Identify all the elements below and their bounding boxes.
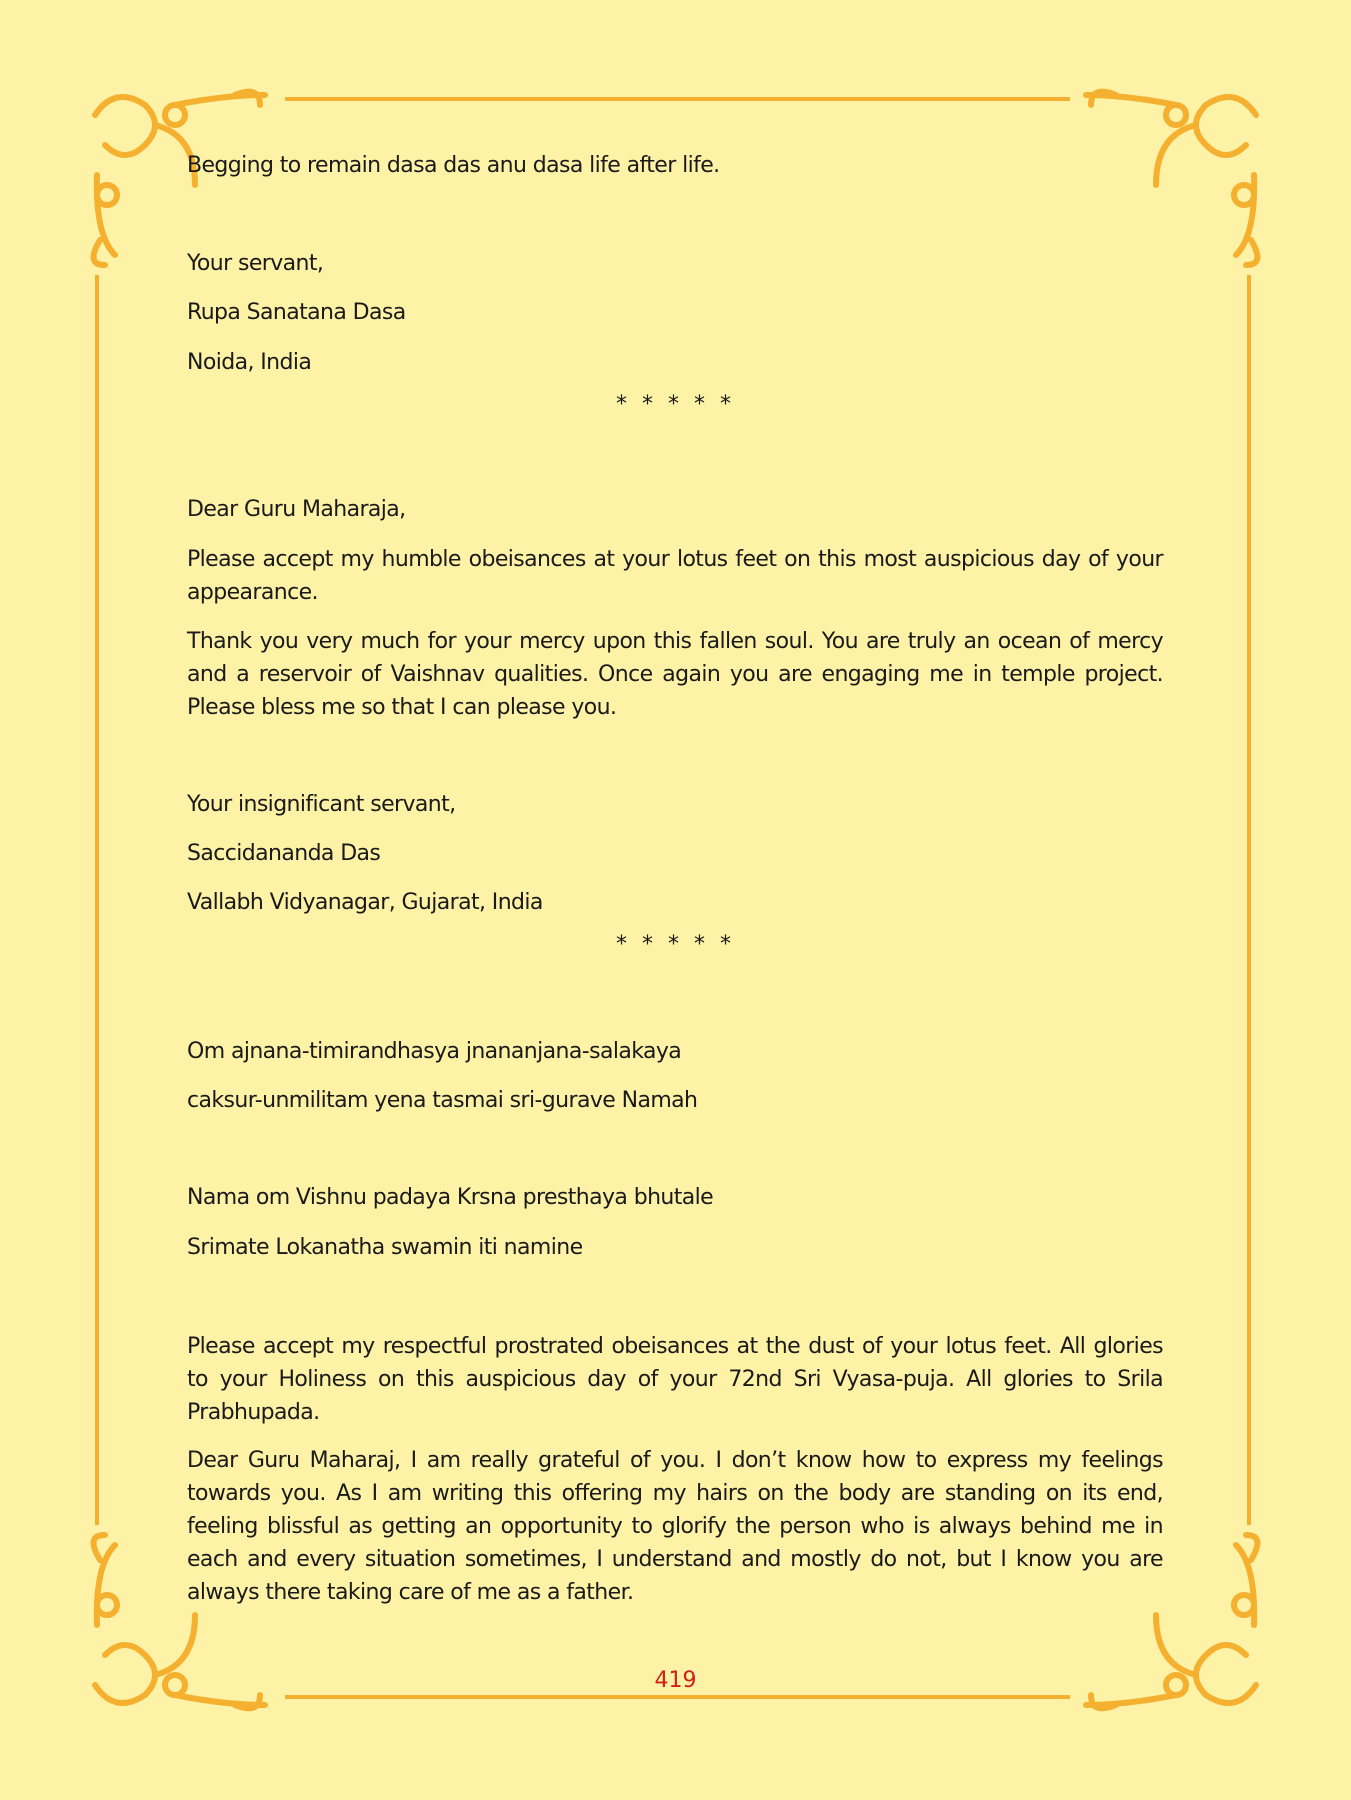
- author-location: Vallabh Vidyanagar, Gujarat, India: [187, 890, 543, 915]
- section-separator: * * * * *: [616, 392, 735, 417]
- paragraph: Dear Guru Maharaj, I am really grateful of you. I don’t know how to express my feelings towards you. As I am writing this offering my hairs on the body are standing on its end, feeling blissful as getting an opportunity to glorify the person who is always behind me in each and every situation sometimes, I understand and mostly do not, but I know you are always there taking care of me as a father.: [187, 1448, 1163, 1605]
- signoff: Your insignificant servant,: [187, 792, 456, 817]
- author-name: Saccidananda Das: [187, 841, 381, 866]
- border-right: [1247, 275, 1251, 1525]
- author-location: Noida, India: [187, 350, 312, 375]
- signoff: Your servant,: [187, 251, 324, 276]
- paragraph: Please accept my respectful prostrated obeisances at the dust of your lotus feet. All glories to your Holiness on this auspicious day of your 72nd Sri Vyasa-puja. All glories to Srila Prabhupada.: [187, 1334, 1163, 1425]
- section-separator: * * * * *: [616, 932, 735, 957]
- page-number: 419: [654, 1668, 697, 1693]
- author-name: Rupa Sanatana Dasa: [187, 300, 406, 325]
- mantra-line: Nama om Vishnu padaya Krsna presthaya bhutale: [187, 1185, 714, 1210]
- mantra-line: caksur-unmilitam yena tasmai sri-gurave Namah: [187, 1088, 698, 1113]
- border-bottom: [285, 1695, 1070, 1699]
- border-left: [95, 275, 99, 1525]
- border-top: [285, 97, 1070, 101]
- paragraph: Please accept my humble obeisances at your lotus feet on this most auspicious day of your appearance.: [187, 547, 1163, 605]
- paragraph: Thank you very much for your mercy upon this fallen soul. You are truly an ocean of mercy and a reservoir of Vaishnav qualities. Once again you are engaging me in temple project. Please bless me so that I can please you.: [187, 629, 1163, 720]
- mantra-line: Srimate Lokanatha swamin iti namine: [187, 1235, 583, 1260]
- mantra-line: Om ajnana-timirandhasya jnananjana-salakaya: [187, 1039, 682, 1064]
- salutation: Dear Guru Maharaja,: [187, 497, 406, 522]
- closing-line: Begging to remain dasa das anu dasa life after life.: [187, 153, 720, 178]
